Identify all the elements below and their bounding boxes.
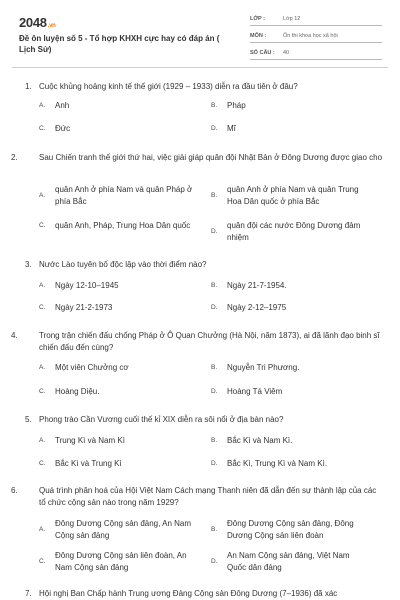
- option-text: Hoàng Tá Viêm: [227, 387, 283, 396]
- answer-option[interactable]: [211, 386, 282, 398]
- option-letter: A.: [39, 192, 46, 199]
- option-letter: D.: [211, 125, 218, 132]
- option-letter: D.: [211, 460, 218, 467]
- site-logo[interactable]: [19, 15, 56, 30]
- question-stem: [11, 152, 383, 164]
- option-letter: A.: [39, 102, 46, 109]
- option-letter: C.: [39, 460, 46, 467]
- question-stem: [25, 81, 383, 93]
- question-text: Nước Lào tuyên bố độc lập vào thời điểm nào?: [39, 260, 207, 269]
- option-text: Mĩ: [227, 124, 236, 133]
- logo-main-text: 2048: [19, 15, 47, 30]
- question-number: 1.: [25, 82, 32, 91]
- question-number: 6.: [11, 486, 18, 495]
- question-text: Cuộc khủng hoảng kinh tế thế giới (1929 – 1933) diễn ra đầu tiên ở đâu?: [39, 82, 298, 91]
- answer-option[interactable]: [211, 220, 365, 244]
- answer-option[interactable]: [39, 184, 193, 208]
- answer-option[interactable]: [39, 280, 119, 292]
- answer-option[interactable]: [39, 386, 99, 398]
- option-letter: B.: [211, 437, 218, 444]
- option-letter: C.: [39, 125, 46, 132]
- answer-option[interactable]: [39, 302, 112, 314]
- answer-option[interactable]: [211, 518, 365, 542]
- question-number: 7.: [25, 589, 32, 598]
- answer-option[interactable]: [39, 518, 193, 542]
- answer-option[interactable]: [211, 550, 365, 574]
- option-text: quân Anh ở phía Nam và quân Pháp ở phía Bắc: [55, 185, 193, 206]
- option-letter: D.: [211, 228, 218, 235]
- info-row-class: [250, 12, 382, 26]
- option-text: Ngày 2-12–1975: [227, 303, 287, 312]
- answer-option[interactable]: [211, 280, 287, 292]
- answer-option[interactable]: [39, 123, 70, 135]
- option-text: quân Anh, Pháp, Trung Hoa Dân quốc: [55, 221, 191, 230]
- option-letter: C.: [39, 558, 46, 565]
- option-letter: B.: [211, 282, 218, 289]
- option-letter: C.: [39, 222, 46, 229]
- option-text: Đức: [55, 124, 71, 133]
- answer-option[interactable]: [39, 100, 69, 112]
- option-text: Bắc Kì và Nam Kì.: [227, 436, 293, 445]
- question-stem: [25, 414, 383, 426]
- option-text: Trung Kì và Nam Kì: [55, 436, 125, 445]
- question-number: 4.: [11, 331, 18, 340]
- answer-option[interactable]: [39, 362, 129, 374]
- answer-option[interactable]: [211, 458, 327, 470]
- option-letter: C.: [39, 304, 46, 311]
- answer-option[interactable]: [211, 184, 365, 208]
- info-value: Ôn thi khoa học xã hội: [283, 32, 338, 39]
- question-stem: [11, 330, 383, 354]
- info-row-count: [250, 46, 382, 60]
- question-number: 5.: [25, 415, 32, 424]
- option-text: Hoàng Diệu.: [55, 387, 100, 396]
- question-number: 2.: [11, 153, 18, 162]
- question-stem: [11, 485, 383, 509]
- option-text: Một viên Chưởng cơ: [55, 363, 129, 372]
- option-text: Bắc Kì, Trung Kì và Nam Kì.: [227, 459, 328, 468]
- exam-header: [0, 0, 400, 64]
- answer-option[interactable]: [211, 123, 236, 135]
- option-letter: A.: [39, 282, 46, 289]
- question-text: Phong trào Cần Vương cuối thế kỉ XIX diễn ra sôi nổi ở địa bàn nào?: [39, 415, 284, 424]
- answer-option[interactable]: [39, 458, 122, 470]
- exam-info-box: [250, 12, 382, 63]
- info-label: MÔN :: [250, 32, 267, 39]
- header-divider: [12, 67, 388, 68]
- option-letter: A.: [39, 437, 46, 444]
- info-value: 40: [283, 49, 290, 56]
- option-text: Pháp: [227, 101, 246, 110]
- option-text: quân Anh ở phía Nam và quân Trung Hoa Dân quốc ở phía Bắc: [227, 185, 359, 206]
- question-text: Hội nghị Ban Chấp hành Trung ương Đảng Cộng sản Đông Dương (7–1936) đã xác: [39, 589, 338, 598]
- logo-suffix-text: .vn: [47, 23, 56, 29]
- option-text: Anh: [55, 101, 70, 110]
- option-letter: B.: [211, 364, 218, 371]
- question-stem: [25, 588, 383, 600]
- option-text: Bắc Kì và Trung Kì: [55, 459, 122, 468]
- answer-option[interactable]: [211, 435, 292, 447]
- option-letter: D.: [211, 388, 218, 395]
- option-text: Đông Dương Cộng sản đảng, Đông Dương Cộng sản liên đoàn: [227, 519, 354, 540]
- option-text: Ngày 21-7-1954.: [227, 281, 287, 290]
- option-letter: B.: [211, 102, 218, 109]
- question-text: Trong trận chiến đấu chống Pháp ở Ô Quan Chưởng (Hà Nội, năm 1873), ai đã lãnh đạo binh sĩ chiến đấu đến cùng?: [39, 331, 380, 352]
- answer-option[interactable]: [211, 362, 299, 374]
- question-number: 3.: [25, 260, 32, 269]
- option-letter: D.: [211, 304, 218, 311]
- option-text: Nguyễn Tri Phương.: [227, 363, 300, 372]
- option-letter: C.: [39, 388, 46, 395]
- answer-option[interactable]: [211, 100, 246, 112]
- option-text: Ngày 12-10–1945: [55, 281, 119, 290]
- option-letter: A.: [39, 364, 46, 371]
- option-letter: A.: [39, 526, 46, 533]
- question-text: Sau Chiến tranh thế giới thứ hai, việc giải giáp quân đội Nhật Bản ở Đông Dương được giao cho: [39, 153, 383, 162]
- option-letter: B.: [211, 192, 218, 199]
- option-text: Ngày 21-2-1973: [55, 303, 113, 312]
- option-text: An Nam Cộng sản đảng, Việt Nam Quốc dân đảng: [227, 551, 350, 572]
- answer-option[interactable]: [39, 435, 125, 447]
- option-letter: B.: [211, 526, 218, 533]
- option-text: Đông Dương Cộng sản liên đoàn, An Nam Cộng sản đảng: [55, 551, 187, 572]
- option-letter: D.: [211, 558, 218, 565]
- question-text: Quá trình phân hoá của Hội Việt Nam Cách mạng Thanh niên đã dẫn đến sự thành lập của các tổ chức cộng sản nào trong năm 1929?: [39, 486, 377, 507]
- info-value: Lớp 12: [283, 15, 301, 22]
- answer-option[interactable]: [39, 220, 193, 232]
- answer-option[interactable]: [39, 550, 193, 574]
- info-label: SỐ CÂU :: [250, 49, 275, 56]
- info-label: LỚP :: [250, 15, 265, 22]
- exam-title: Đề ôn luyện số 5 - Tổ hợp KHXH cực hay có đáp án ( Lịch Sử): [19, 34, 220, 54]
- option-text: Đông Dương Cộng sản đảng, An Nam Cộng sản đảng: [55, 519, 192, 540]
- question-stem: [25, 259, 383, 271]
- info-row-subject: [250, 29, 382, 43]
- answer-option[interactable]: [211, 302, 286, 314]
- option-text: quân đội các nước Đông Dương đảm nhiệm: [227, 221, 361, 242]
